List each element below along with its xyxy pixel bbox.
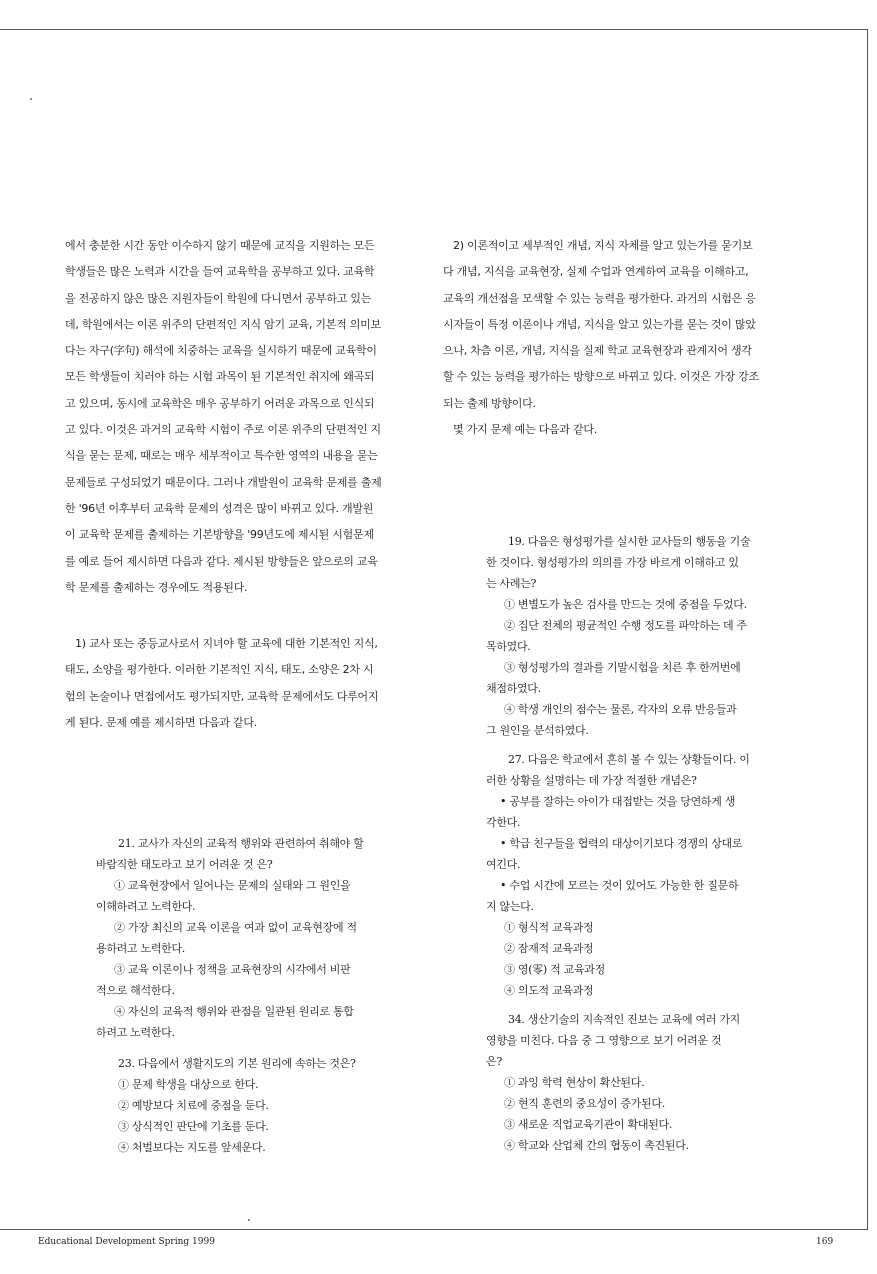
answer-option: ② 현직 훈련의 중요성이 증가된다. [504,1097,665,1110]
left-column [65,233,420,736]
text-line: 다는 자구(字句) 해석에 치중하는 교육을 실시하기 때문에 교육학이 [65,344,377,358]
text-line: 으나, 차츰 이론, 개념, 지식을 실제 학교 교육현장과 관계지어 생각 [443,344,752,358]
question-stem: 는 사례는? [486,577,537,590]
answer-option: ③ 상식적인 판단에 기초를 둔다. [118,1120,269,1133]
question-27 [486,749,750,1001]
text-line: 이 교육학 문제를 출제하는 기본방향을 '99년도에 제시된 시험문제 [65,528,374,542]
text-line: 문제들로 구성되었기 때문이다. 그러나 개발원이 교육학 문제를 출제 [65,475,382,489]
text-line: 2) 이론적이고 세부적인 개념, 지식 자체를 알고 있는가를 묻기보 [453,239,753,252]
question-stem: 19. 다음은 형성평가를 실시한 교사들의 행동을 기술 [508,535,751,548]
answer-option: ① 형식적 교육과정 [504,921,594,934]
text-line: 게 된다. 문제 예를 제시하면 다음과 같다. [65,716,257,730]
question-stem: 34. 생산기술의 지속적인 진보는 교육에 여러 가지 [508,1013,740,1026]
text-line: 에서 충분한 시간 동안 이수하지 않기 때문에 교직을 지원하는 모든 [65,239,375,252]
scenario-bullet: • 공부를 잘하는 아이가 대접받는 것을 당연하게 생 [500,795,736,808]
scenario-bullet: 각한다. [486,816,521,829]
text-line: 교육의 개선점을 모색할 수 있는 능력을 평가한다. 과거의 시험은 응 [443,291,756,305]
speck [30,98,32,100]
answer-option: ① 과잉 학력 현상이 확산된다. [504,1076,645,1089]
answer-option: ③ 영(零) 적 교육과정 [504,963,605,976]
right-rule [867,29,868,1230]
answer-option: 그 원인을 분석하였다. [486,724,589,737]
text-line: 험의 논술이나 면접에서도 평가되지만, 교육학 문제에서도 다루어지 [65,689,379,703]
text-line: 학 문제를 출제하는 경우에도 적용된다. [65,580,248,594]
answer-option: ② 잠재적 교육과정 [504,942,594,955]
page-number: 169 [816,1237,834,1247]
scenario-bullet: 지 않는다. [486,900,534,913]
text-line: 다 개념, 지식을 교육현장, 실제 수업과 연계하여 교육을 이해하고, [443,265,749,279]
text-line: 한 '96년 이후부터 교육학 문제의 성격은 많이 바뀌고 있다. 개발원 [65,501,374,515]
answer-option: ④ 처벌보다는 지도를 앞세운다. [118,1141,266,1154]
answer-option: ④ 학교와 산업체 간의 협동이 촉진된다. [504,1139,689,1152]
text-line: 고 있다. 이것은 과거의 교육학 시험이 주로 이론 위주의 단편적인 지 [65,423,381,437]
answer-option: ③ 형성평가의 결과를 기말시험을 치른 후 한꺼번에 [504,661,741,674]
answer-option: ① 변별도가 높은 검사를 만드는 것에 중점을 두었다. [504,598,747,611]
answer-option: 이해하려고 노력한다. [96,900,196,913]
answer-option: 용하려고 노력한다. [96,942,186,955]
question-stem: 21. 교사가 자신의 교육적 행위와 관련하여 취해야 할 [118,837,364,850]
answer-option: ② 집단 전체의 평균적인 수행 정도를 파악하는 데 주 [504,619,747,632]
question-23 [118,1053,356,1158]
question-21 [96,833,364,1043]
answer-option: 목하였다. [486,640,531,653]
question-stem: 27. 다음은 학교에서 흔히 볼 수 있는 상황들이다. 이 [508,753,750,766]
answer-option: ③ 새로운 직업교육기관이 확대된다. [504,1118,673,1131]
answer-option: ② 가장 최신의 교육 이론을 여과 없이 교육현장에 적 [114,921,357,934]
answer-option: ③ 교육 이론이나 정책을 교육현장의 시각에서 비판 [114,963,351,976]
question-19 [486,531,750,741]
text-line: 태도, 소양을 평가한다. 이러한 기본적인 지식, 태도, 소양은 2차 시 [65,663,374,677]
top-rule [0,29,868,30]
scenario-bullet: 여긴다. [486,858,521,871]
text-line: 를 예로 들어 제시하면 다음과 같다. 제시된 방향들은 앞으로의 교육 [65,554,378,568]
question-stem: 바람직한 태도라고 보기 어려운 것 은? [96,858,273,871]
question-stem: 한 것이다. 형성평가의 의의를 가장 바르게 이해하고 있 [486,556,739,569]
answer-option: 적으로 해석한다. [96,984,175,997]
answer-option: 하려고 노력한다. [96,1026,175,1039]
question-34 [486,1009,740,1156]
right-paragraph-1 [443,233,803,443]
text-line: 되는 출제 방향이다. [443,396,536,410]
answer-option: ② 예방보다 치료에 중점을 둔다. [118,1099,269,1112]
right-column [443,233,803,443]
answer-option: ① 교육현장에서 일어나는 문제의 실태와 그 원인을 [114,879,351,892]
scenario-bullet: • 수업 시간에 모르는 것이 있어도 가능한 한 질문하 [500,879,739,892]
text-line: 시자들이 특정 이론이나 개념, 지식을 알고 있는가를 묻는 것이 많았 [443,317,756,331]
text-line: 고 있으며, 동시에 교육학은 매우 공부하기 어려운 과목으로 인식되 [65,396,375,410]
footer-publication: Educational Development Spring 1999 [38,1237,215,1247]
question-stem: 23. 다음에서 생활지도의 기본 원리에 속하는 것은? [118,1057,356,1070]
question-stem: 영향을 미친다. 다음 중 그 영향으로 보기 어려운 것 [486,1034,722,1047]
bottom-rule [0,1229,868,1230]
question-stem: 은? [486,1055,502,1068]
text-line: 식을 묻는 문제, 때로는 매우 세부적이고 특수한 영역의 내용을 묻는 [65,449,378,463]
answer-option: ④ 자신의 교육적 행위와 관점을 일관된 원리로 통합 [114,1005,354,1018]
text-line: 1) 교사 또는 중등교사로서 지녀야 할 교육에 대한 기본적인 지식, [75,637,378,651]
scenario-bullet: • 학급 친구들을 협력의 대상이기보다 경쟁의 상대로 [500,837,743,850]
question-stem: 러한 상황을 설명하는 데 가장 적절한 개념은? [486,774,697,787]
answer-option: ④ 학생 개인의 점수는 물론, 각자의 오류 반응들과 [504,703,737,716]
text-line: 을 전공하지 않은 많은 지원자들이 학원에 다니면서 공부하고 있는 [65,291,372,305]
answer-option: ① 문제 학생을 대상으로 한다. [118,1078,259,1091]
answer-option: ④ 의도적 교육과정 [504,984,594,997]
left-paragraph-2 [65,631,420,736]
text-line: 모든 학생들이 치러야 하는 시험 과목이 된 기본적인 취지에 왜곡되 [65,370,375,384]
left-paragraph-1 [65,233,420,601]
text-line: 몇 가지 문제 예는 다음과 같다. [453,423,597,437]
speck [248,1219,250,1221]
text-line: 학생들은 많은 노력과 시간을 들여 교육학을 공부하고 있다. 교육학 [65,265,375,279]
text-line: 데, 학원에서는 이론 위주의 단편적인 지식 암기 교육, 기본적 의미보 [65,317,381,331]
text-line: 할 수 있는 능력을 평가하는 방향으로 바뀌고 있다. 이것은 가장 강조 [443,370,759,384]
answer-option: 채점하였다. [486,682,541,695]
